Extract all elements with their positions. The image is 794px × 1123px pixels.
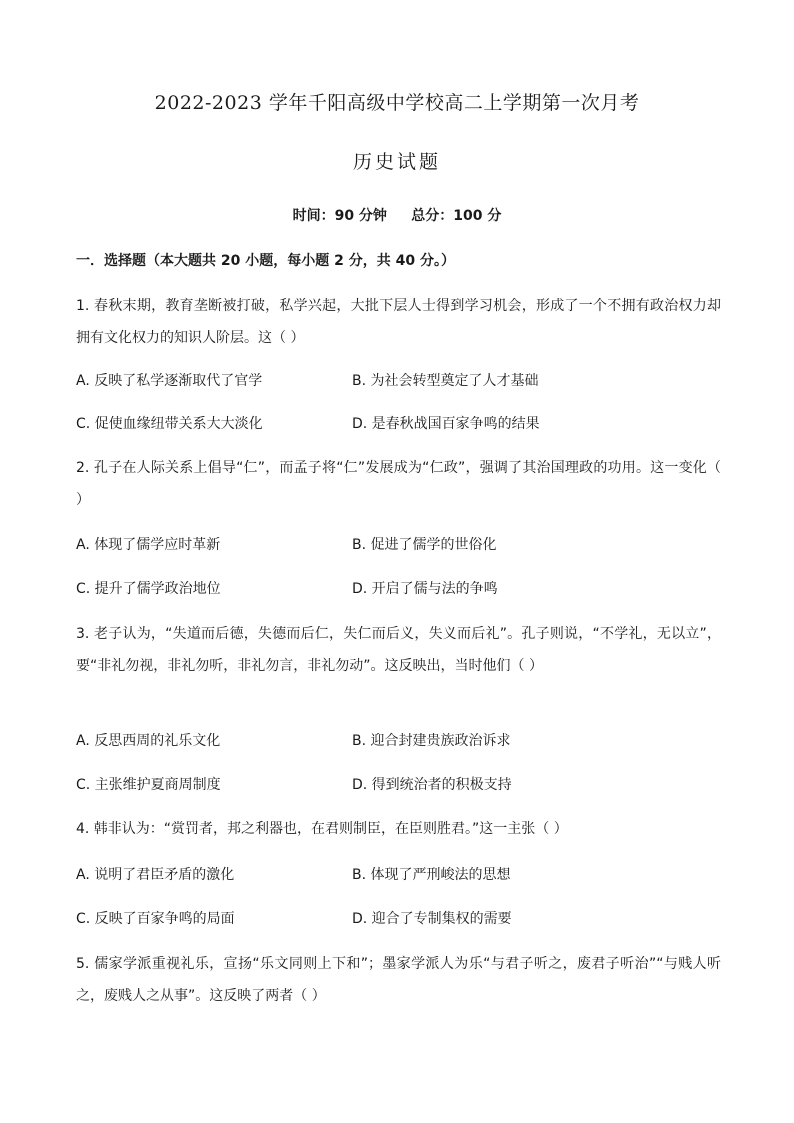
option-d: D. 是春秋战国百家争鸣的结果	[352, 416, 540, 432]
option-c: C. 提升了儒学政治地位	[76, 581, 221, 597]
option-b: B. 为社会转型奠定了人才基础	[352, 373, 539, 389]
option-b: B. 迎合封建贵族政治诉求	[352, 733, 511, 749]
exam-title: 2022-2023 学年千阳高级中学校高二上学期第一次月考	[154, 92, 640, 114]
option-b: B. 体现了严刑峻法的思想	[352, 867, 511, 883]
option-c: C. 反映了百家争鸣的局面	[76, 911, 235, 927]
exam-subject: 历史试题	[352, 151, 441, 173]
question-stem: 2. 孔子在人际关系上倡导“仁”，而孟子将“仁”发展成为“仁政”，强调了其治国理政的功用。这一变化（ ）	[76, 460, 721, 508]
option-d: D. 得到统治者的积极支持	[352, 777, 512, 793]
option-a: A. 反思西周的礼乐文化	[76, 733, 221, 749]
option-d: D. 迎合了专制集权的需要	[352, 911, 512, 927]
option-a: A. 反映了私学逐渐取代了官学	[76, 373, 263, 389]
option-d: D. 开启了儒与法的争鸣	[352, 581, 498, 597]
option-c: C. 主张维护夏商周制度	[76, 777, 221, 793]
section-heading: 一．选择题（本大题共 20 小题，每小题 2 分，共 40 分。）	[76, 253, 455, 269]
option-a: A. 说明了君臣矛盾的激化	[76, 867, 235, 883]
question-stem: 3. 老子认为，“失道而后德，失德而后仁，失仁而后义，失义而后礼”。孔子则说，“不学礼，无以立”，要“非礼勿视，非礼勿听，非礼勿言，非礼勿动”。这反映出，当时他们（ ）	[76, 626, 721, 674]
question-stem: 5. 儒家学派重视礼乐，宣扬“乐文同则上下和”；墨家学派人为乐“与君子听之，废君子听治”“与贱人听之，废贱人之从事”。这反映了两者（ ）	[76, 956, 721, 1004]
option-c: C. 促使血缘纽带关系大大淡化	[76, 416, 263, 432]
question-stem: 1. 春秋末期，教育垄断被打破，私学兴起，大批下层人士得到学习机会，形成了一个不拥有政治权力却拥有文化权力的知识人阶层。这（ ）	[76, 298, 721, 346]
option-a: A. 体现了儒学应时革新	[76, 537, 221, 553]
exam-meta: 时间：90 分钟 总分：100 分	[292, 208, 502, 224]
question-stem: 4. 韩非认为：“赏罚者，邦之利器也，在君则制臣，在臣则胜君。”这一主张（ ）	[76, 821, 568, 837]
option-b: B. 促进了儒学的世俗化	[352, 537, 497, 553]
